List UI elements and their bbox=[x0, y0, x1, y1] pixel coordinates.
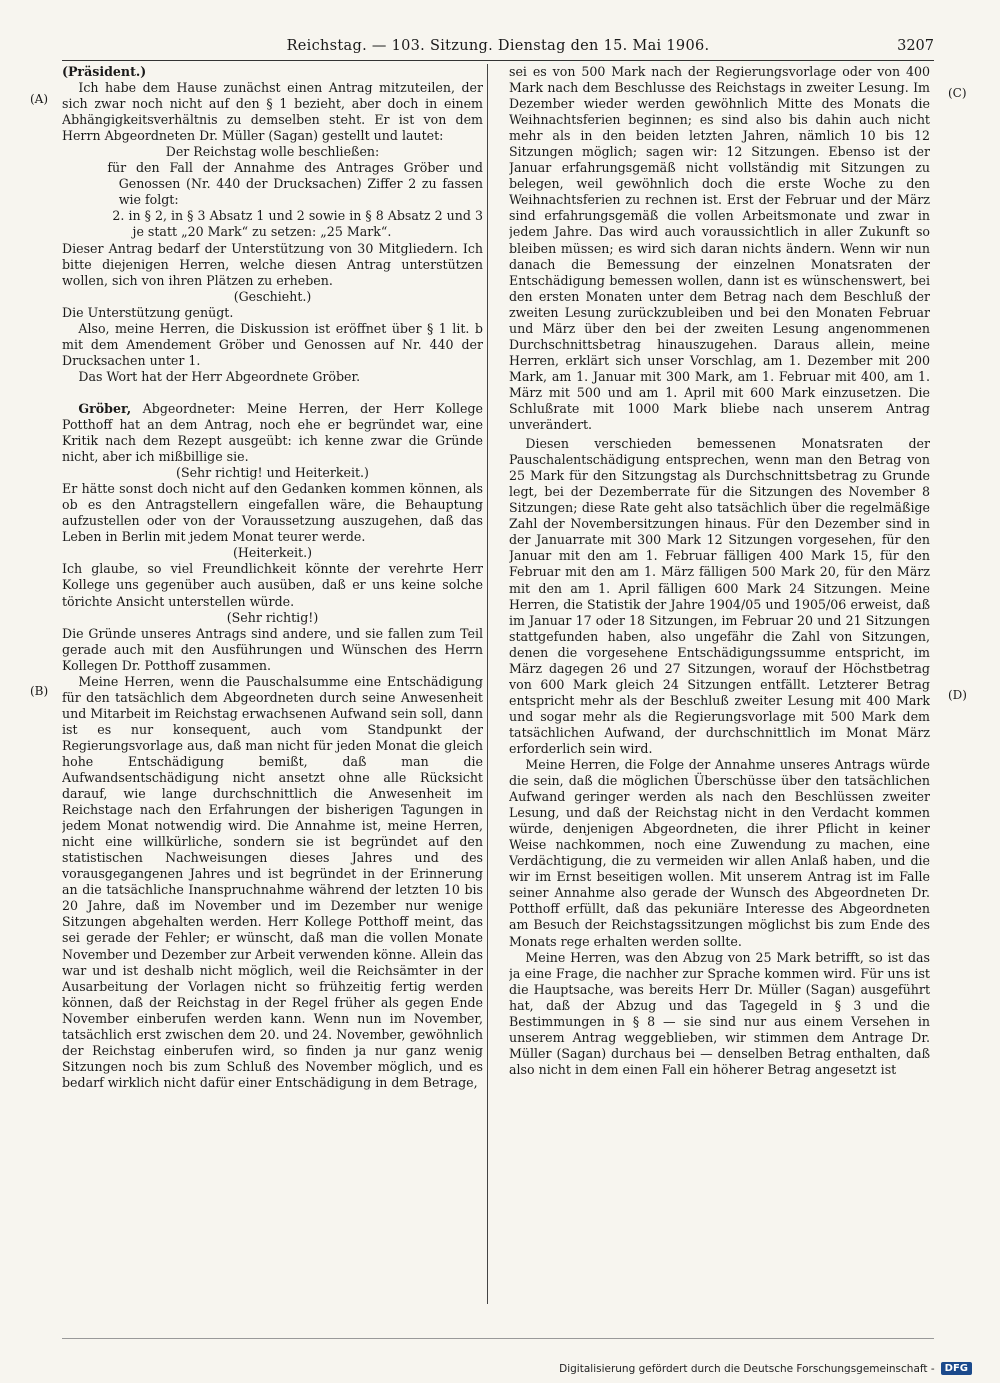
paragraph: Das Wort hat der Herr Abgeordnete Gröber. bbox=[78, 368, 361, 384]
margin-mark-c: (C) bbox=[948, 86, 967, 100]
running-title: Reichstag. — 103. Sitzung. Dienstag den 15. Mai 1906. bbox=[286, 38, 710, 54]
paragraph: Dieser Antrag bedarf der Unterstützung von 30 Mitgliedern. Ich bitte diejenigen Herren, welche diesen Antrag unterstützen wollen, sich von ihren Plätzen zu erheben. bbox=[62, 240, 483, 288]
motion-body: für den Fall der Annahme des Antrages Gröber und Genossen (Nr. 440 der Drucksachen) Ziffer 2 zu fassen wie folgt: bbox=[107, 160, 483, 208]
speech-text: Abgeordneter: Meine Herren, der Herr Kollege Potthoff hat an dem Antrag, noch ehe er begründet war, eine Kritik nach dem Rezept ausgeübt: ich kenne zwar die Gründe nicht, aber ich mißbillige sie. bbox=[62, 400, 483, 465]
margin-mark-d: (D) bbox=[948, 688, 967, 702]
motion-item: 2. in § 2, in § 3 Absatz 1 und 2 sowie in § 8 Absatz 2 und 3 je statt „20 Mark“ zu setzen: „25 Mark“. bbox=[112, 208, 483, 240]
paragraph bbox=[62, 401, 483, 465]
margin-mark-a: (A) bbox=[30, 92, 49, 106]
column-divider bbox=[487, 64, 488, 1304]
page-header bbox=[62, 36, 934, 56]
interjection: (Sehr richtig!) bbox=[226, 609, 319, 625]
left-column bbox=[62, 64, 483, 1304]
paragraph: Meine Herren, was den Abzug von 25 Mark betrifft, so ist das ja eine Frage, die nachher zur Sprache kommen wird. Für uns ist die Hauptsache, was bereits Herr Dr. Müller (Sagan) ausgeführt hat, daß der Abzug und das Tagegeld in § 3 und die Bestimmungen in § 8 — sie sind nur aus einem Versehen in unserem Antrag weggeblieben, wir stimmen dem Antrage Dr. Müller (Sagan) durchaus bei — denselben Betrag enthalten, daß also nicht in dem einen Fall ein höherer Betrag angesetzt ist bbox=[509, 949, 930, 1077]
paragraph: Ich habe dem Hause zunächst einen Antrag mitzuteilen, der sich zwar noch nicht auf den § 1 bezieht, aber doch in einem Abhängigkeitsverhältnis zu demselben steht. Er ist von dem Herrn Abgeordneten Dr. Müller (Sagan) gestellt und lautet: bbox=[62, 80, 483, 144]
page-number: 3207 bbox=[897, 38, 934, 54]
paragraph: Also, meine Herren, die Diskussion ist eröffnet über § 1 lit. b mit dem Amendement Gröber und Genossen auf Nr. 440 der Drucksachen unter 1. bbox=[62, 320, 483, 368]
margin-mark-b: (B) bbox=[30, 684, 49, 698]
dfg-logo: DFG bbox=[941, 1362, 972, 1375]
paragraph: Die Unterstützung genügt. bbox=[62, 304, 234, 320]
speaker-label: (Präsident.) bbox=[62, 64, 147, 79]
interjection: (Heiterkeit.) bbox=[233, 545, 312, 561]
footer bbox=[559, 1362, 972, 1375]
paragraph: Die Gründe unseres Antrags sind andere, und sie fallen zum Teil gerade auch mit den Ausführungen und Wünschen des Herrn Kollegen Dr. Potthoff zusammen. bbox=[62, 625, 483, 673]
paragraph: Meine Herren, die Folge der Annahme unseres Antrags würde die sein, daß die möglichen Überschüsse über den tatsächlichen Aufwand geringer werden als nach den Beschlüssen zweiter Lesung, und daß der Reichstag nicht in den Verdacht kommen würde, denjenigen Abgeordneten, die ihrer Pflicht in keiner Weise nachkommen, noch eine Zuwendung zu machen, eine Verdächtigung, die zu vermeiden wir allen Anlaß haben, und die wir im Ernst beseitigen wollen. Mit unserem Antrag ist im Falle seiner Annahme also gerade der Wunsch des Abgeordneten Dr. Potthoff erfüllt, daß das pekuniäre Interesse des Abgeordneten am Besuch der Reichstagssitzungen möglichst bis zum Ende des Monats rege erhalten werden sollte. bbox=[509, 757, 930, 949]
footer-credit: Digitalisierung gefördert durch die Deutsche Forschungsgemeinschaft - bbox=[559, 1362, 935, 1375]
footer-rule bbox=[62, 1338, 934, 1339]
paragraph: Diesen verschieden bemessenen Monatsraten der Pauschalentschädigung entsprechen, wenn man den Betrag von 25 Mark für den Sitzungstag als Durchschnittsbetrag zu Grunde legt, bei der Dezemberrate für die Sitzungen des November 8 Sitzungen; diese Rate geht also tatsächlich über die regelmäßige Zahl der Novembersitzungen hinaus. Für den Dezember sind in der Januarrate mit 300 Mark 12 Sitzungen vorgesehen, für den Januar mit den am 1. Februar fälligen 400 Mark 15, für den Februar mit den am 1. März fälligen 500 Mark 20, für den März mit den am 1. April fälligen 600 Mark 24 Sitzungen. Meine Herren, die Statistik der Jahre 1904/05 und 1905/06 erweist, daß im Januar 17 oder 18 Sitzungen, im Februar 20 und 21 Sitzungen stattgefunden haben, also ungefähr die Zahl von Sitzungen, denen die vorgesehene Entschädigungssumme entspricht, im März dagegen 26 und 27 Sitzungen, worauf der Höchstbetrag von 600 Mark gleich 24 Sitzungen entfällt. Letzterer Betrag entspricht mehr als der Beschluß zweiter Lesung mit 400 Mark und sogar mehr als die Regierungsvorlage mit 500 Mark dem tatsächlichen Aufwand, der durchschnittlich im Monat März erforderlich sein wird. bbox=[509, 436, 930, 756]
right-column bbox=[509, 64, 930, 1304]
header-rule bbox=[62, 60, 934, 61]
paragraph: Meine Herren, wenn die Pauschalsumme eine Entschädigung für den tatsächlich dem Abgeordneten durch seine Anwesenheit und Mitarbeit im Reichstag erwachsenen Aufwand sein soll, dann ist es nur konsequent, auch vom Standpunkt der Regierungsvorlage aus, daß man nicht für jeden Monat die gleich hohe Entschädigung bemißt, daß man die Aufwandsentschädigung nicht ansetzt ohne alle Rücksicht darauf, wie lange durchschnittlich die Anwesenheit im Reichstage nach den Erfahrungen der bisherigen Tagungen in jedem Monat notwendig wird. Die Annahme ist, meine Herren, nicht eine willkürliche, sondern sie ist begründet auf den statistischen Nachweisungen dieses Jahres und des vorausgegangenen Jahres und ist begründet in der Erinnerung an die tatsächliche Inanspruchnahme während der letzten 10 bis 20 Jahre, daß im November und im Dezember nur wenige Sitzungen abgehalten werden. Herr Kollege Potthoff meint, das sei gerade der Fehler; er wünscht, daß man die vollen Monate November und Dezember zur Arbeit verwenden könne. Allein das war und ist deshalb nicht möglich, weil die Reichsämter in der Ausarbeitung der Vorlagen nicht so frühzeitig fertig werden können, daß der Reichstag in der Regel früher als gegen Ende November einberufen werden kann. Wenn nun im November, tatsächlich erst zwischen dem 20. und 24. November, gewöhnlich der Reichstag einberufen wird, so finden ja nur ganz wenig Sitzungen noch bis zum Schluß des November möglich, und es bedarf wirklich nicht dafür einer Entschädigung in dem Betrage, bbox=[62, 673, 483, 1090]
paragraph: sei es von 500 Mark nach der Regierungsvorlage oder von 400 Mark nach dem Beschlusse des Reichstags in zweiter Lesung. Im Dezember wieder werden gewöhnlich Mitte des Monats die Weihnachtsferien beginnen; es sind also bis dahin auch nicht mehr als in den beiden letzten Jahren, nämlich 10 bis 12 Sitzungen möglich; sagen wir: 12 Sitzungen. Ebenso ist der Januar erfahrungsgemäß nicht vollständig mit Sitzungen zu belegen, weil gewöhnlich doch die erste Woche zu den Weihnachtsferien zu rechnen ist. Erst der Februar und der März sind erfahrungsgemäß die vollen Arbeitsmonate und zwar in jedem Jahre. Das wird auch voraussichtlich in aller Zukunft so bleiben müssen; es wird sich daran nichts ändern. Wenn wir nun danach die Bemessung der einzelnen Monatsraten der Entschädigung bemessen wollen, dann ist es wünschenswert, bei den ersten Monaten unter dem Betrag nach dem Beschluß der zweiten Lesung zurückzubleiben und bei den Monaten Februar und März über den bei der zweiten Lesung angenommenen Durchschnittsbetrag hinauszugehen. Daraus allein, meine Herren, erklärt sich unser Vorschlag, am 1. Dezember mit 200 Mark, am 1. Januar mit 300 Mark, am 1. Februar mit 400, am 1. März mit 500 und am 1. April mit 600 Mark einzusetzen. Die Schlußrate mit 1000 Mark bliebe nach unserem Antrag unverändert. bbox=[509, 64, 930, 433]
paragraph: Ich glaube, so viel Freundlichkeit könnte der verehrte Herr Kollege uns gegenüber auch ausüben, daß er uns keine solche törichte Ansicht unterstellen würde. bbox=[62, 561, 483, 609]
paragraph: Er hätte sonst doch nicht auf den Gedanken kommen können, als ob es den Antragstellern eingefallen wäre, die Behauptung aufzustellen oder von der Voraussetzung auszugehen, daß das Leben in Berlin mit jedem Monat teurer werde. bbox=[62, 481, 483, 545]
speaker-name: Gröber, bbox=[78, 400, 132, 416]
interjection: (Sehr richtig! und Heiterkeit.) bbox=[176, 465, 369, 481]
motion-intro: Der Reichstag wolle beschließen: bbox=[165, 144, 380, 160]
interjection: (Geschieht.) bbox=[233, 288, 312, 304]
